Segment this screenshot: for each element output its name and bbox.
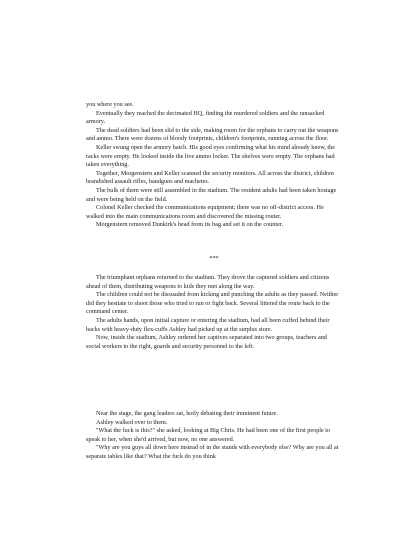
paragraph: The dead soldiers had been slid to the side, making room for the orphans to carry out the weapons and ammo. There were dozens of bloody footprints, children's footprints, running across the floor.: [86, 126, 339, 143]
paragraph: Near the stage, the gang leaders sat, hotly debating their imminent future.: [96, 410, 278, 417]
text-section-1: [86, 101, 342, 230]
paragraph: Morgenstern removed Dunkirk's head from its bag and set it on the counter.: [96, 221, 284, 229]
paragraph: Keller swung open the armory hatch. His good eyes confirming what his mind already knew, the racks were empty. He looked inside the live ammo locker. The shelves were empty. The orphans had taken everything.: [86, 143, 335, 169]
section-separator: ***: [209, 255, 219, 262]
paragraph: Together, Morgenstern and Keller scanned the security monitors. All across the district, children brandished assault rifles, handguns and machetes.: [86, 169, 334, 186]
paragraph: The bulk of them were still assembled in the stadium. The resident adults had been taken hostage and were being held on the field.: [86, 186, 337, 203]
paragraph: Eventually they reached the decimated HQ, finding the murdered soldiers and the ransacked armory.: [86, 109, 325, 126]
paragraph: The adults hands, upon initial capture or entering the stadium, had all been cuffed behind their backs with heavy-duty flex-cuffs Ashley had picked up at the surplus store.: [86, 316, 330, 333]
paragraph: Ashley walked over to them.: [96, 418, 168, 426]
text-section-3: [86, 410, 342, 462]
paragraph: "What the fuck is this?" she asked, looking at Big Chris. He had been one of the first people to speak to her, when she'd arrived, but now, no one answered.: [86, 427, 331, 443]
paragraph: The triumphant orphans returned to the stadium. They drove the captured soldiers and citizens ahead of them, distributing weapons to kids they met along the way.: [86, 274, 330, 290]
paragraph: Colonel Keller checked the communications equipment; there was no off-district access. He walked into the main communications room and discovered the missing router.: [86, 204, 324, 220]
text-section-2: [86, 274, 342, 351]
paragraph: Now, inside the stadium, Ashley ordered her captives separated into two groups, teachers and social workers to the right, guards and security personnel to the left.: [86, 334, 327, 350]
paragraph: "Why are you guys all down here instead of in the stands with everybody else? Why are you all at separate tables like that? What the fuck do you think: [86, 444, 339, 460]
paragraph: The children could not be dissuaded from kicking and punching the adults as they passed. Neither did they hesitate to shoot those who tried to run or fight back. Several littered the route back to the command center.: [86, 291, 339, 316]
paragraph: you where you see.: [86, 101, 134, 108]
